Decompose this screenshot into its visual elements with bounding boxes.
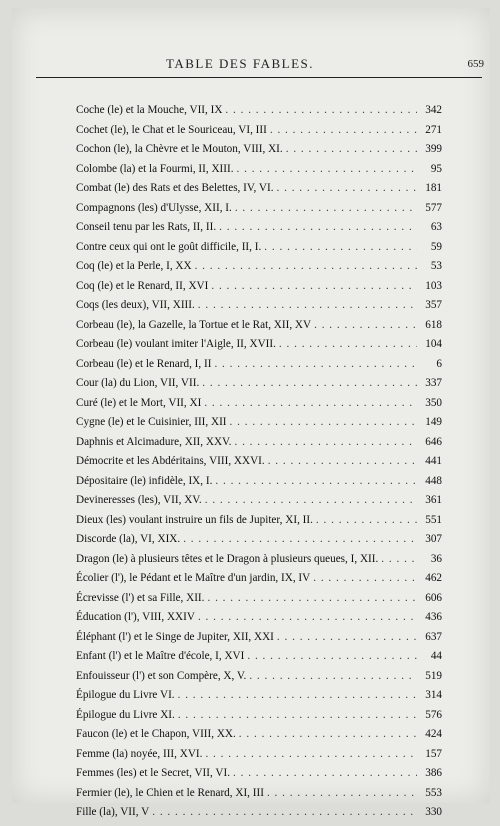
index-entry xyxy=(76,241,442,261)
entry-page-number: 576 xyxy=(425,708,442,721)
entry-page-number: 103 xyxy=(425,279,442,292)
leader-dots xyxy=(313,572,417,584)
index-entry xyxy=(76,728,442,748)
index-entry xyxy=(76,182,442,202)
leader-dots xyxy=(219,221,417,233)
entry-title: Femmes (les) et le Secret, VII, VI. xyxy=(76,767,230,779)
entry-page-number: 157 xyxy=(425,747,442,760)
leader-dots xyxy=(237,163,417,175)
entry-page-number: 462 xyxy=(425,572,442,584)
leader-dots xyxy=(279,338,417,350)
leader-dots xyxy=(239,728,417,740)
entry-page-number: 337 xyxy=(425,377,442,389)
entry-page-number: 448 xyxy=(425,474,442,487)
index-entry xyxy=(76,748,442,768)
leader-dots xyxy=(286,143,417,155)
fable-index-list xyxy=(76,104,442,826)
index-entry xyxy=(76,143,442,163)
entry-title: Curé (le) et le Mort, VII, XI xyxy=(76,396,202,409)
entry-page-number: 441 xyxy=(425,455,442,467)
entry-page-number: 551 xyxy=(425,513,442,526)
leader-dots xyxy=(205,494,417,506)
index-entry xyxy=(76,260,442,280)
entry-title: Dépositaire (le) infidèle, IX, I. xyxy=(76,474,213,487)
leader-dots xyxy=(247,650,417,662)
entry-page-number: 577 xyxy=(425,201,442,214)
index-entry xyxy=(76,221,442,241)
leader-dots xyxy=(230,416,417,428)
leader-dots xyxy=(207,592,417,604)
entry-title: Daphnis et Alcimadure, XII, XXV. xyxy=(76,435,232,448)
entry-page-number: 386 xyxy=(425,767,442,779)
entry-page-number: 357 xyxy=(425,299,442,311)
entry-title: Devineresses (les), VII, XV. xyxy=(76,494,202,506)
entry-title: Faucon (le) et le Chapon, VIII, XX. xyxy=(76,728,236,740)
header-rule xyxy=(36,77,482,78)
leader-dots xyxy=(214,358,417,370)
index-entry xyxy=(76,689,442,709)
entry-title: Coqs (les deux), VII, XIII. xyxy=(76,299,195,311)
index-entry xyxy=(76,494,442,514)
entry-title: Dragon (le) à plusieurs têtes et le Dragon à plusieurs queues, I, XII. xyxy=(76,552,379,565)
entry-page-number: 314 xyxy=(425,689,442,701)
entry-page-number: 519 xyxy=(425,669,442,682)
entry-title: Cochon (le), la Chèvre et le Mouton, VIII, XI. xyxy=(76,143,283,155)
entry-title: Cour (la) du Lion, VII, VII. xyxy=(76,377,200,389)
index-entry xyxy=(76,104,442,124)
leader-dots xyxy=(204,397,417,409)
leader-dots xyxy=(198,299,417,311)
entry-title: Dieux (les) voulant instruire un fils de Jupiter, XI, II. xyxy=(76,513,313,526)
leader-dots xyxy=(267,787,417,799)
entry-page-number: 361 xyxy=(425,494,442,506)
entry-page-number: 553 xyxy=(425,786,442,799)
entry-page-number: 307 xyxy=(425,533,442,545)
leader-dots xyxy=(215,475,417,487)
leader-dots xyxy=(178,709,417,721)
entry-page-number: 637 xyxy=(425,630,442,643)
leader-dots xyxy=(270,124,417,136)
leader-dots xyxy=(277,182,417,194)
leader-dots xyxy=(277,631,417,643)
entry-title: Coche (le) et la Mouche, VII, IX xyxy=(76,104,223,116)
entry-page-number: 59 xyxy=(430,240,442,253)
index-entry xyxy=(76,202,442,222)
entry-title: Combat (le) des Rats et des Belettes, IV, VI. xyxy=(76,182,274,194)
leader-dots xyxy=(195,260,417,272)
leader-dots xyxy=(211,280,417,292)
entry-title: Épilogue du Livre VI. xyxy=(76,689,175,701)
index-entry xyxy=(76,670,442,690)
index-entry xyxy=(76,416,442,436)
leader-dots xyxy=(314,319,417,331)
entry-title: Écolier (l'), le Pédant et le Maître d'un jardin, IX, IV xyxy=(76,572,311,584)
entry-title: Coq (le) et le Renard, II, XVI xyxy=(76,279,209,292)
leader-dots xyxy=(178,689,417,701)
entry-title: Écrevisse (l') et sa Fille, XII. xyxy=(76,591,205,604)
entry-title: Cochet (le), le Chat et le Souriceau, VI, III xyxy=(76,123,267,136)
index-entry xyxy=(76,377,442,397)
leader-dots xyxy=(152,806,417,818)
entry-title: Cygne (le) et le Cuisinier, III, XII xyxy=(76,416,227,428)
index-entry xyxy=(76,475,442,495)
entry-page-number: 36 xyxy=(430,552,442,565)
index-entry xyxy=(76,592,442,612)
index-entry xyxy=(76,397,442,417)
entry-title: Corbeau (le) voulant imiter l'Aigle, II, XVII. xyxy=(76,338,276,350)
index-entry xyxy=(76,806,442,826)
index-entry xyxy=(76,787,442,807)
entry-page-number: 44 xyxy=(430,650,442,662)
entry-page-number: 424 xyxy=(425,728,442,740)
leader-dots xyxy=(234,436,417,448)
entry-title: Éléphant (l') et le Singe de Jupiter, XII, XXI xyxy=(76,630,274,643)
entry-page-number: 63 xyxy=(430,221,442,233)
entry-title: Fermier (le), le Chien et le Renard, XI, III xyxy=(76,786,264,799)
index-entry xyxy=(76,319,442,339)
index-entry xyxy=(76,709,442,729)
entry-title: Coq (le) et la Perle, I, XX xyxy=(76,260,192,272)
index-entry xyxy=(76,572,442,592)
entry-title: Colombe (la) et la Fourmi, II, XIII. xyxy=(76,162,234,175)
index-entry xyxy=(76,767,442,787)
leader-dots xyxy=(233,767,417,779)
index-entry xyxy=(76,455,442,475)
index-entry xyxy=(76,358,442,378)
index-entry xyxy=(76,338,442,358)
entry-page-number: 271 xyxy=(425,123,442,136)
entry-title: Éducation (l'), VIII, XXIV xyxy=(76,611,195,623)
entry-page-number: 330 xyxy=(425,806,442,818)
leader-dots xyxy=(183,533,417,545)
entry-title: Conseil tenu par les Rats, II, II. xyxy=(76,221,217,233)
index-entry xyxy=(76,650,442,670)
entry-title: Corbeau (le), la Gazelle, la Tortue et le Rat, XII, XV xyxy=(76,318,312,331)
entry-page-number: 399 xyxy=(425,143,442,155)
index-entry xyxy=(76,514,442,534)
book-page xyxy=(12,8,490,818)
leader-dots xyxy=(249,670,417,682)
leader-dots xyxy=(381,553,417,565)
entry-page-number: 53 xyxy=(430,260,442,272)
leader-dots xyxy=(205,748,417,760)
entry-page-number: 606 xyxy=(425,591,442,604)
leader-dots xyxy=(202,377,417,389)
page-number: 659 xyxy=(467,58,484,70)
leader-dots xyxy=(225,104,417,116)
entry-title: Contre ceux qui ont le goût difficile, II, I. xyxy=(76,240,262,253)
entry-page-number: 95 xyxy=(430,162,442,175)
entry-title: Enfant (l') et le Maître d'école, I, XVI xyxy=(76,650,245,662)
leader-dots xyxy=(264,241,417,253)
entry-title: Discorde (la), VI, XIX. xyxy=(76,533,181,545)
index-entry xyxy=(76,163,442,183)
entry-title: Compagnons (les) d'Ulysse, XII, I. xyxy=(76,201,232,214)
leader-dots xyxy=(198,611,417,623)
entry-page-number: 181 xyxy=(425,182,442,194)
entry-title: Fille (la), VII, V xyxy=(76,806,150,818)
leader-dots xyxy=(268,455,417,467)
running-title: TABLE DES FABLES. xyxy=(165,56,315,71)
entry-page-number: 149 xyxy=(425,416,442,428)
entry-page-number: 436 xyxy=(425,611,442,623)
entry-page-number: 618 xyxy=(425,318,442,331)
index-entry xyxy=(76,299,442,319)
entry-title: Corbeau (le) et le Renard, I, II xyxy=(76,357,212,370)
entry-page-number: 646 xyxy=(425,435,442,448)
leader-dots xyxy=(316,514,417,526)
index-entry xyxy=(76,611,442,631)
page-header xyxy=(36,52,484,78)
index-entry xyxy=(76,631,442,651)
entry-page-number: 350 xyxy=(425,396,442,409)
index-entry xyxy=(76,553,442,573)
index-entry xyxy=(76,280,442,300)
entry-page-number: 342 xyxy=(425,104,442,116)
index-entry xyxy=(76,124,442,144)
entry-title: Épilogue du Livre XI. xyxy=(76,708,175,721)
entry-page-number: 6 xyxy=(436,357,442,370)
entry-title: Démocrite et les Abdéritains, VIII, XXVI. xyxy=(76,455,265,467)
index-entry xyxy=(76,533,442,553)
leader-dots xyxy=(235,202,417,214)
entry-page-number: 104 xyxy=(425,338,442,350)
entry-title: Enfouisseur (l') et son Compère, X, V. xyxy=(76,669,247,682)
index-entry xyxy=(76,436,442,456)
entry-title: Femme (la) noyée, III, XVI. xyxy=(76,747,203,760)
